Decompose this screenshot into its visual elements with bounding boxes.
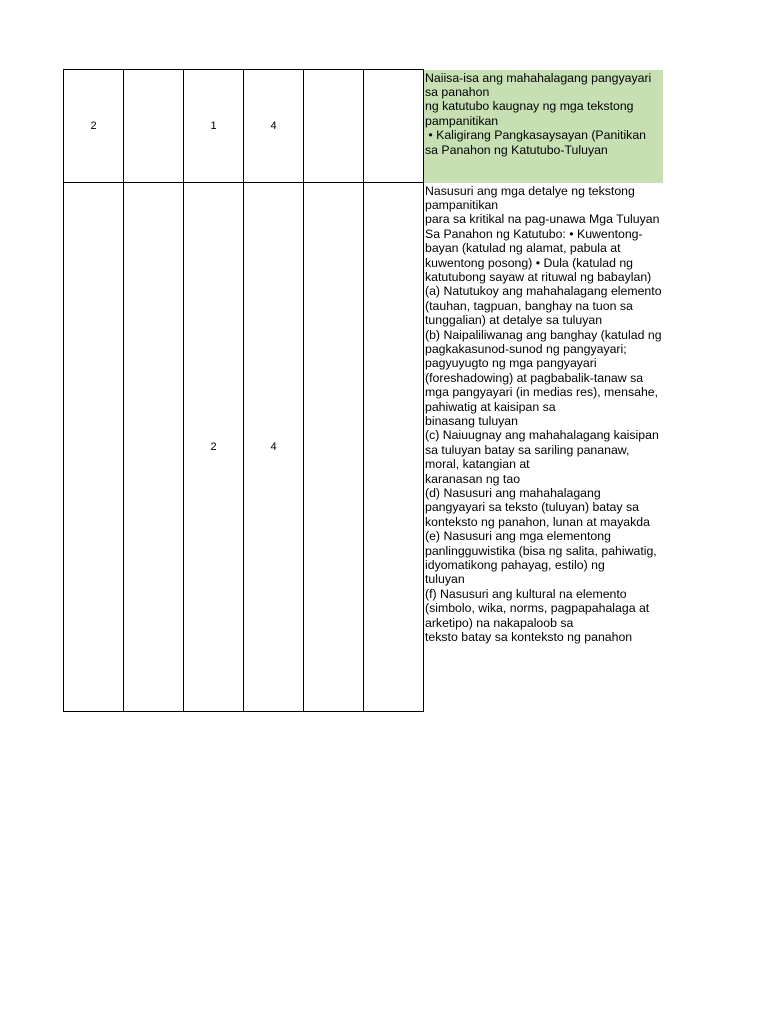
table-row — [64, 70, 663, 183]
curriculum-table — [63, 69, 663, 712]
table-row — [64, 183, 663, 712]
table-cell — [304, 70, 364, 183]
competency-description: Naiisa-isa ang mahahalagang pangyayari sa panahon ng katutubo kaugnay ng mga tekstong pampanitikan • Kaligirang Pangkasaysayan (Panitikan sa Panahon ng Katutubo-Tuluyan — [424, 70, 663, 183]
table-cell — [304, 183, 364, 712]
table-cell: 4 — [244, 183, 304, 712]
table-cell — [124, 183, 184, 712]
table-cell: 2 — [184, 183, 244, 712]
competency-description: Nasusuri ang mga detalye ng tekstong pampanitikan para sa kritikal na pag-unawa Mga Tuluyan Sa Panahon ng Katutubo: • Kuwentong-bayan (katulad ng alamat, pabula at kuwentong posong) • Dula (katulad ng katutubong sayaw at rituwal ng babaylan) (a) Natutukoy ang mahahalagang elemento (tauhan, tagpuan, banghay na tuon sa tunggalian) at detalye sa tuluyan (b) Naipaliliwanag ang banghay (katulad ng pagkakasunod-sunod ng pangyayari; pagyuyugto ng mga pangyayari (foreshadowing) at pagbabalik-tanaw sa mga pangyayari (in medias res), mensahe, pahiwatig at kaisipan sa binasang tuluyan (c) Naiuugnay ang mahahalagang kaisipan sa tuluyan batay sa sariling pananaw, moral, katangian at karanasan ng tao (d) Nasusuri ang mahahalagang pangyayari sa teksto (tuluyan) batay sa konteksto ng panahon, lunan at mayakda (e) Nasusuri ang mga elementong panlingguwistika (bisa ng salita, pahiwatig, idyomatikong pahayag, estilo) ng tuluyan (f) Nasusuri ang kultural na elemento (simbolo, wika, norms, pagpapahalaga at arketipo) na nakapaloob sa teksto batay sa konteksto ng panahon — [425, 183, 662, 645]
table-cell: 1 — [184, 70, 244, 183]
table-cell — [124, 70, 184, 183]
table-cell — [364, 183, 424, 712]
table-cell — [364, 70, 424, 183]
table-cell — [64, 183, 124, 712]
table-cell: 4 — [244, 70, 304, 183]
table-cell: 2 — [64, 70, 124, 183]
